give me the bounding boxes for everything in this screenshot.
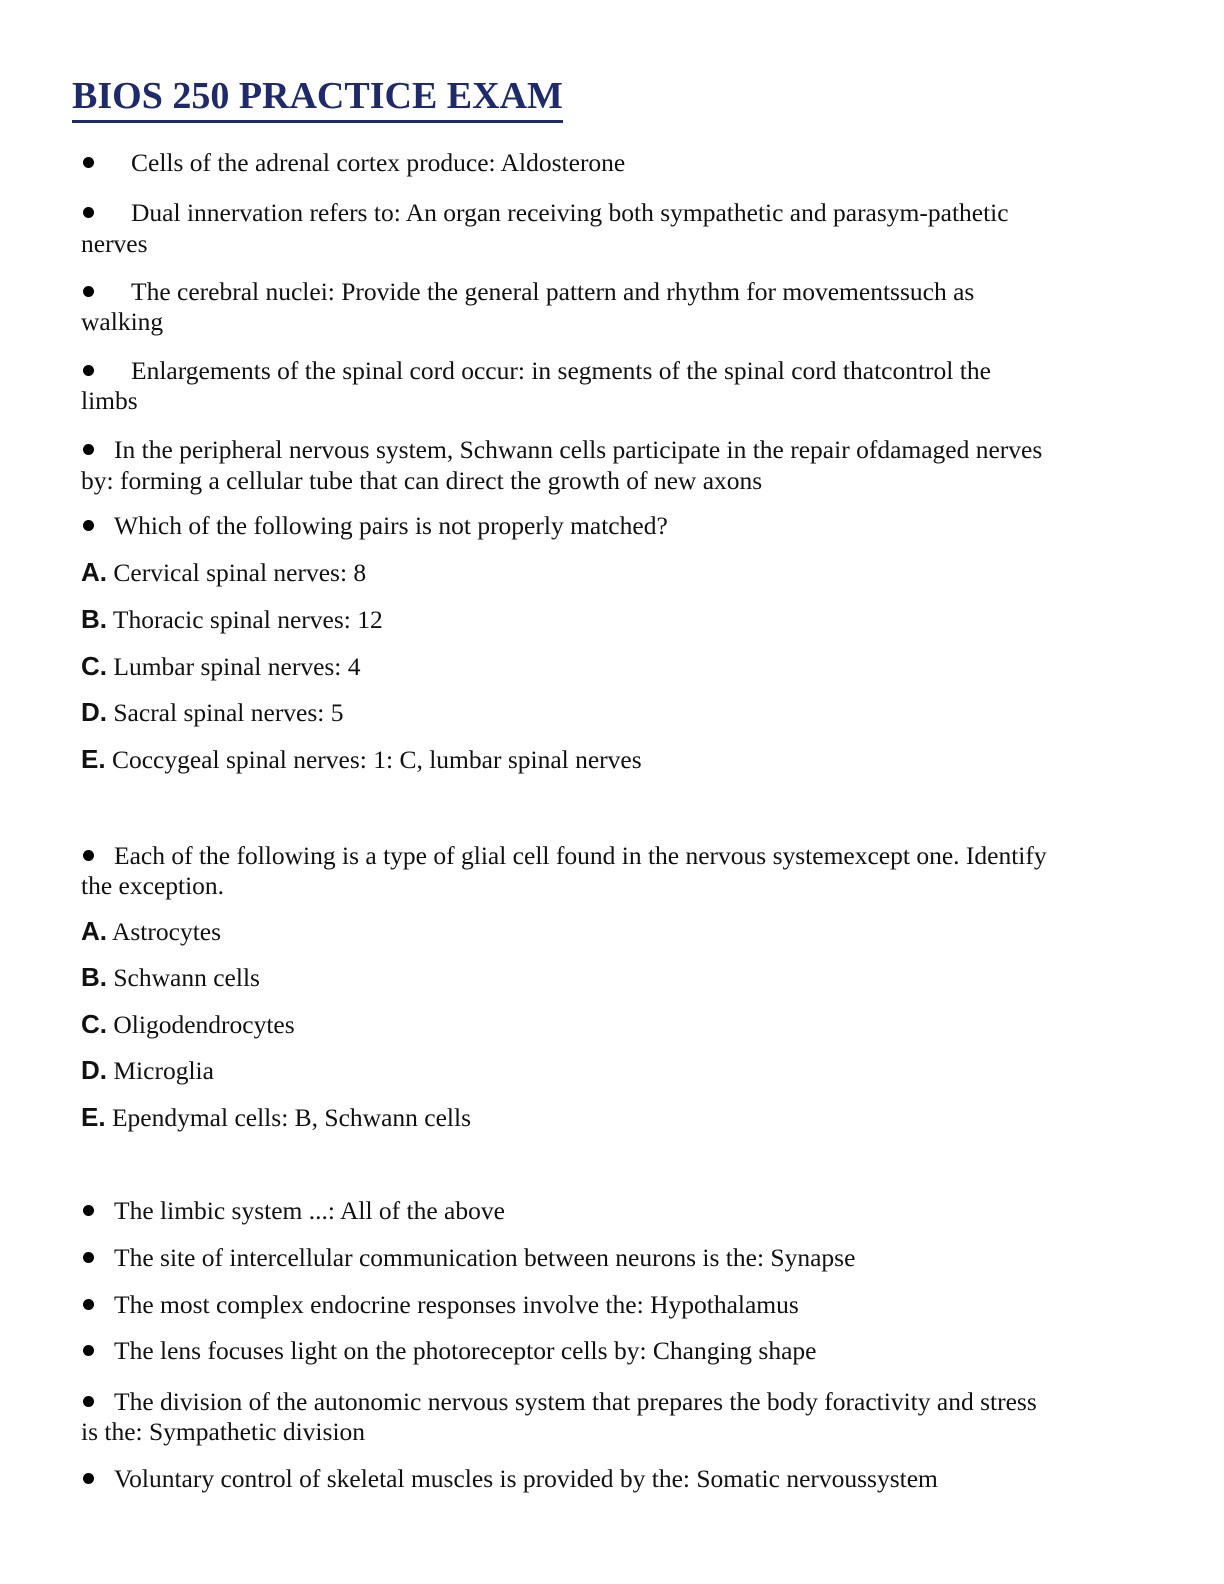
item-text: Voluntary control of skeletal muscles is provided by the: Somatic nervoussystem (114, 1464, 938, 1493)
item-text: Each of the following is a type of glial cell found in the nervous systemexcept one. Identify (114, 841, 1047, 870)
option-item (81, 916, 1141, 947)
option-item (81, 1102, 1141, 1133)
list-item-continuation (81, 871, 1141, 901)
option-item (81, 962, 1141, 993)
list-item (81, 1196, 1141, 1226)
list-item-continuation (81, 307, 1141, 337)
bullet-icon (83, 444, 94, 455)
option-text: Coccygeal spinal nerves: 1: C, lumbar spinal nerves (111, 745, 642, 774)
option-text: Astrocytes (111, 917, 222, 946)
bullet-icon (83, 286, 94, 297)
option-letter: C. (81, 1009, 107, 1039)
bullet-icon (83, 1345, 94, 1356)
option-letter: B. (81, 604, 107, 634)
option-item (81, 604, 1141, 635)
list-item (81, 198, 1141, 228)
item-text: The division of the autonomic nervous system that prepares the body foractivity and stress (114, 1387, 1037, 1416)
list-item-continuation (81, 1417, 1141, 1447)
option-text: Lumbar spinal nerves: 4 (113, 652, 361, 681)
option-text: Thoracic spinal nerves: 12 (112, 605, 383, 634)
list-item-continuation (81, 466, 1141, 496)
option-text: Oligodendrocytes (113, 1010, 295, 1039)
option-letter: D. (81, 697, 107, 727)
list-item (81, 1290, 1141, 1320)
option-text: Ependymal cells: B, Schwann cells (111, 1103, 471, 1132)
item-text: nerves (81, 229, 148, 258)
page-title: BIOS 250 PRACTICE EXAM (72, 72, 563, 123)
item-text: by: forming a cellular tube that can direct the growth of new axons (81, 466, 763, 495)
option-item (81, 1055, 1141, 1086)
list-item (81, 148, 1141, 178)
item-text: walking (81, 307, 164, 336)
item-text: limbs (81, 386, 138, 415)
option-item (81, 651, 1141, 682)
option-letter: A. (81, 916, 107, 946)
option-text: Sacral spinal nerves: 5 (113, 698, 344, 727)
bullet-icon (83, 157, 94, 168)
bullet-icon (83, 850, 94, 861)
option-letter: D. (81, 1055, 107, 1085)
item-text: is the: Sympathetic division (81, 1417, 366, 1446)
option-text: Microglia (113, 1056, 214, 1085)
list-item (81, 1336, 1141, 1366)
bullet-icon (83, 1396, 94, 1407)
item-text: Cells of the adrenal cortex produce: Aldosterone (131, 148, 626, 177)
option-letter: A. (81, 557, 107, 587)
list-item (81, 356, 1141, 386)
list-item (81, 1243, 1141, 1273)
bullet-icon (83, 1299, 94, 1310)
list-item-continuation (81, 386, 1141, 416)
option-item (81, 744, 1141, 775)
option-item (81, 1009, 1141, 1040)
item-text: The site of intercellular communication between neurons is the: Synapse (114, 1243, 856, 1272)
bullet-icon (83, 1473, 94, 1484)
item-text: The lens focuses light on the photoreceptor cells by: Changing shape (114, 1336, 817, 1365)
list-item (81, 1387, 1141, 1417)
item-text: The limbic system ...: All of the above (114, 1196, 505, 1225)
option-letter: B. (81, 962, 107, 992)
list-item (81, 277, 1141, 307)
list-item (81, 435, 1141, 465)
option-letter: E. (81, 1102, 106, 1132)
item-text: Enlargements of the spinal cord occur: in segments of the spinal cord thatcontrol the (131, 356, 991, 385)
option-letter: C. (81, 651, 107, 681)
option-text: Schwann cells (113, 963, 260, 992)
bullet-icon (83, 207, 94, 218)
list-item (81, 1464, 1141, 1494)
option-letter: E. (81, 744, 106, 774)
option-item (81, 697, 1141, 728)
list-item (81, 841, 1141, 871)
bullet-icon (83, 1205, 94, 1216)
option-text: Cervical spinal nerves: 8 (113, 558, 367, 587)
option-item (81, 557, 1141, 588)
item-text: Dual innervation refers to: An organ receiving both sympathetic and parasym-pathetic (131, 198, 1009, 227)
list-item-continuation (81, 229, 1141, 259)
list-item (81, 511, 1141, 541)
bullet-icon (83, 365, 94, 376)
item-text: In the peripheral nervous system, Schwann cells participate in the repair ofdamaged nerves (114, 435, 1043, 464)
bullet-icon (83, 1252, 94, 1263)
item-text: the exception. (81, 871, 225, 900)
item-text: The cerebral nuclei: Provide the general pattern and rhythm for movementssuch as (131, 277, 975, 306)
item-text: Which of the following pairs is not properly matched? (114, 511, 668, 540)
item-text: The most complex endocrine responses involve the: Hypothalamus (114, 1290, 799, 1319)
bullet-icon (83, 520, 94, 531)
